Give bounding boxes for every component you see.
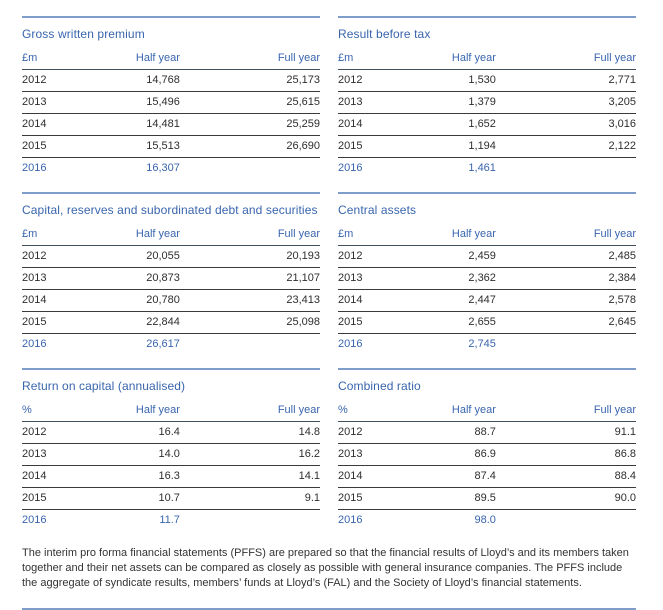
half-year-cell: 2,447 [427, 290, 496, 312]
half-year-cell: 2,745 [468, 338, 496, 350]
unit-header: % [338, 404, 427, 422]
full-year-header: Full year [496, 52, 636, 70]
year-cell: 2015 [338, 312, 427, 334]
full-year-cell [496, 510, 636, 532]
full-year-header: Full year [180, 404, 320, 422]
table-row [22, 510, 320, 532]
unit-header: £m [22, 52, 111, 70]
year-cell: 2016 [22, 514, 47, 526]
statement-section [22, 16, 320, 179]
full-year-cell [180, 158, 320, 180]
full-year-cell: 3,016 [496, 114, 636, 136]
full-year-cell: 16.2 [180, 444, 320, 466]
year-cell: 2012 [338, 246, 427, 268]
full-year-header: Full year [180, 52, 320, 70]
table-row [22, 136, 320, 158]
full-year-cell: 23,413 [180, 290, 320, 312]
table-row [338, 114, 636, 136]
half-year-header: Half year [111, 404, 180, 422]
full-year-cell [496, 334, 636, 356]
half-year-cell: 14,768 [111, 70, 180, 92]
financial-table [22, 228, 320, 355]
half-year-cell: 2,362 [427, 268, 496, 290]
half-year-cell: 20,055 [111, 246, 180, 268]
table-row [22, 444, 320, 466]
full-year-header: Full year [496, 404, 636, 422]
table-row [22, 312, 320, 334]
half-year-cell: 14.0 [111, 444, 180, 466]
year-cell: 2014 [22, 466, 111, 488]
table-header-row [338, 52, 636, 70]
full-year-header: Full year [180, 228, 320, 246]
full-year-cell: 91.1 [496, 422, 636, 444]
table-row [22, 268, 320, 290]
full-year-cell: 90.0 [496, 488, 636, 510]
table-row [338, 268, 636, 290]
full-year-cell: 26,690 [180, 136, 320, 158]
tables-grid [22, 16, 636, 544]
section-title: Capital, reserves and subordinated debt and securities [22, 203, 318, 217]
table-row [338, 510, 636, 532]
year-cell: 2012 [22, 70, 111, 92]
statement-section [22, 368, 320, 531]
half-year-cell: 20,780 [111, 290, 180, 312]
full-year-cell: 86.8 [496, 444, 636, 466]
table-row [338, 136, 636, 158]
table-row [338, 158, 636, 180]
unit-header: % [22, 404, 111, 422]
section-top-rule [22, 192, 320, 194]
section-title: Central assets [338, 203, 417, 217]
table-row [338, 70, 636, 92]
year-cell: 2016 [338, 514, 363, 526]
year-cell: 2016 [22, 162, 47, 174]
half-year-cell: 15,496 [111, 92, 180, 114]
full-year-cell: 2,122 [496, 136, 636, 158]
table-row [22, 488, 320, 510]
half-year-cell: 86.9 [427, 444, 496, 466]
full-year-cell [180, 334, 320, 356]
table-row [338, 334, 636, 356]
statement-section [338, 368, 636, 531]
section-top-rule [338, 368, 636, 370]
year-cell: 2016 [22, 338, 47, 350]
year-cell: 2016 [338, 162, 363, 174]
half-year-header: Half year [427, 228, 496, 246]
half-year-cell: 26,617 [146, 338, 180, 350]
full-year-cell [496, 158, 636, 180]
year-cell: 2014 [338, 466, 427, 488]
statement-section [338, 192, 636, 355]
section-title: Combined ratio [338, 379, 421, 393]
table-row [338, 466, 636, 488]
full-year-header: Full year [496, 228, 636, 246]
section-title: Result before tax [338, 27, 431, 41]
half-year-cell: 1,194 [427, 136, 496, 158]
year-cell: 2015 [22, 488, 111, 510]
half-year-header: Half year [427, 52, 496, 70]
section-title: Gross written premium [22, 27, 145, 41]
section-top-rule [338, 16, 636, 18]
year-cell: 2012 [22, 422, 111, 444]
full-year-cell: 2,384 [496, 268, 636, 290]
full-year-cell: 14.1 [180, 466, 320, 488]
full-year-cell [180, 510, 320, 532]
section-top-rule [22, 368, 320, 370]
full-year-cell: 2,485 [496, 246, 636, 268]
financial-table [338, 228, 636, 355]
full-year-cell: 14.8 [180, 422, 320, 444]
year-cell: 2014 [338, 114, 427, 136]
financial-table [338, 404, 636, 531]
year-cell: 2015 [338, 488, 427, 510]
table-header-row [22, 404, 320, 422]
financial-table [22, 404, 320, 531]
half-year-cell: 1,461 [468, 162, 496, 174]
year-cell: 2016 [338, 338, 363, 350]
half-year-header: Half year [427, 404, 496, 422]
year-cell: 2015 [22, 136, 111, 158]
half-year-cell: 1,379 [427, 92, 496, 114]
table-row [22, 246, 320, 268]
year-cell: 2013 [22, 444, 111, 466]
table-row [22, 422, 320, 444]
half-year-cell: 1,530 [427, 70, 496, 92]
full-year-cell: 25,098 [180, 312, 320, 334]
year-cell: 2014 [22, 114, 111, 136]
full-year-cell: 20,193 [180, 246, 320, 268]
full-year-cell: 2,645 [496, 312, 636, 334]
half-year-cell: 1,652 [427, 114, 496, 136]
half-year-cell: 22,844 [111, 312, 180, 334]
half-year-cell: 16.4 [111, 422, 180, 444]
table-row [22, 334, 320, 356]
full-year-cell: 2,771 [496, 70, 636, 92]
full-year-cell: 21,107 [180, 268, 320, 290]
financial-table [22, 52, 320, 179]
half-year-cell: 16.3 [111, 466, 180, 488]
half-year-cell: 2,459 [427, 246, 496, 268]
full-year-cell: 25,173 [180, 70, 320, 92]
table-row [22, 114, 320, 136]
half-year-cell: 89.5 [427, 488, 496, 510]
table-row [338, 312, 636, 334]
full-year-cell: 88.4 [496, 466, 636, 488]
year-cell: 2012 [22, 246, 111, 268]
table-row [338, 290, 636, 312]
year-cell: 2013 [338, 444, 427, 466]
year-cell: 2013 [338, 92, 427, 114]
unit-header: £m [338, 228, 427, 246]
table-header-row [338, 404, 636, 422]
unit-header: £m [338, 52, 427, 70]
table-header-row [338, 228, 636, 246]
full-year-cell: 2,578 [496, 290, 636, 312]
year-cell: 2013 [22, 268, 111, 290]
year-cell: 2014 [22, 290, 111, 312]
half-year-cell: 14,481 [111, 114, 180, 136]
section-top-rule [338, 192, 636, 194]
statement-section [22, 192, 320, 355]
full-year-cell: 9.1 [180, 488, 320, 510]
table-header-row [22, 228, 320, 246]
half-year-cell: 98.0 [474, 514, 496, 526]
table-row [338, 422, 636, 444]
table-row [22, 290, 320, 312]
year-cell: 2012 [338, 70, 427, 92]
table-row [22, 466, 320, 488]
table-row [338, 92, 636, 114]
statement-section [338, 16, 636, 179]
section-title: Return on capital (annualised) [22, 379, 186, 393]
financial-table [338, 52, 636, 179]
half-year-cell: 16,307 [146, 162, 180, 174]
table-row [22, 70, 320, 92]
year-cell: 2012 [338, 422, 427, 444]
half-year-cell: 11.7 [159, 514, 180, 526]
table-row [338, 488, 636, 510]
half-year-cell: 15,513 [111, 136, 180, 158]
table-row [22, 92, 320, 114]
full-year-cell: 25,615 [180, 92, 320, 114]
half-year-cell: 2,655 [427, 312, 496, 334]
full-year-cell: 25,259 [180, 114, 320, 136]
year-cell: 2014 [338, 290, 427, 312]
unit-header: £m [22, 228, 111, 246]
half-year-cell: 10.7 [111, 488, 180, 510]
year-cell: 2013 [338, 268, 427, 290]
footer-note: The interim pro forma financial statements (PFFS) are prepared so that the financial results of Lloyd’s and its members taken together and their net assets can be compared as closely as possible with general insurance companies. The PFFS include the aggregate of syndicate results, members’ funds at Lloyd’s (FAL) and the Society of Lloyd’s financial statements. [22, 547, 629, 589]
full-year-cell: 3,205 [496, 92, 636, 114]
table-row [338, 444, 636, 466]
year-cell: 2015 [338, 136, 427, 158]
half-year-cell: 88.7 [427, 422, 496, 444]
table-row [338, 246, 636, 268]
half-year-header: Half year [111, 52, 180, 70]
half-year-cell: 87.4 [427, 466, 496, 488]
year-cell: 2013 [22, 92, 111, 114]
table-row [22, 158, 320, 180]
section-top-rule [22, 16, 320, 18]
half-year-header: Half year [111, 228, 180, 246]
half-year-cell: 20,873 [111, 268, 180, 290]
year-cell: 2015 [22, 312, 111, 334]
table-header-row [22, 52, 320, 70]
